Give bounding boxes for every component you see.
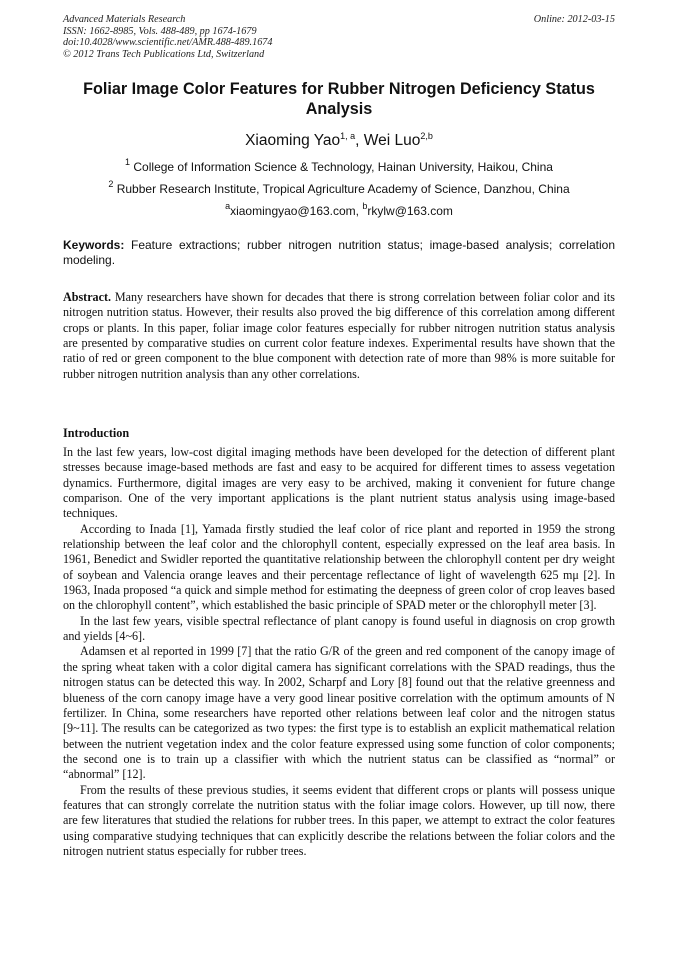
email-line	[63, 201, 615, 218]
issn-line: ISSN: 1662-8985, Vols. 488-489, pp 1674-1679	[63, 25, 257, 37]
keywords-block	[63, 238, 615, 268]
author-line	[63, 132, 615, 150]
author-separator: ,	[355, 132, 364, 149]
abstract-text: Many researchers have shown for decades that there is strong correlation between foliar color and its nitrogen nutrition status. However, their results also proved the big difference of this correlation among different crops or plants. In this paper, foliar image color features especially for rubber nitrogen nutrition status analysis are presented by comparative studies on current color feature indexes. Experimental results have shown that the ratio of red or green component to the blue component with detection rate of more than 98% is more suitable for rubber nitrogen nutrition analysis than any other correlations.	[63, 290, 615, 381]
keywords-text: Feature extractions; rubber nitrogen nutrition status; image-based analysis; correlation modeling.	[63, 238, 615, 267]
email-address: rkylw@163.com	[367, 204, 453, 218]
email-separator: ,	[355, 204, 363, 218]
affiliation-text: College of Information Science & Technology, Hainan University, Haikou, China	[133, 160, 553, 174]
author-name: Xiaoming Yao	[245, 132, 341, 149]
keywords-label: Keywords:	[63, 238, 125, 252]
affiliation-number: 1	[125, 157, 131, 167]
author-name: Wei Luo	[363, 132, 421, 149]
affiliation-2	[63, 179, 615, 196]
doi-line: doi:10.4028/www.scientific.net/AMR.488-489.1674	[63, 37, 273, 49]
affiliation-1	[63, 157, 615, 174]
paragraph: In the last few years, visible spectral reflectance of plant canopy is found useful in diagnosis on crop growth and yields [4~6].	[63, 613, 615, 644]
copyright-line: © 2012 Trans Tech Publications Ltd, Switzerland	[63, 48, 265, 60]
paragraph: According to Inada [1], Yamada firstly studied the leaf color of rice plant and reported in 1959 the strong relationship between the leaf color and the chlorophyll content, especially expressed on the leaf area basis. In 1961, Benedict and Swidler reported the quantitative relationship between the chlorophyll content per dry weight of soybean and Valencia orange leaves and their percentage reflectance of light of wavelength 625 mμ [2]. In 1963, Inada proposed “a quick and simple method for estimating the deepness of green color of crop leaves based on the chlorophyll content”, which established the basic principle of SPAD meter or the chlorophyll meter [3].	[63, 521, 615, 613]
affiliation-text: Rubber Research Institute, Tropical Agriculture Academy of Science, Danzhou, China	[116, 182, 570, 196]
journal-name: Advanced Materials Research	[63, 14, 186, 25]
author-superscript: 1, a	[340, 131, 356, 141]
section-heading: Introduction	[63, 426, 130, 440]
paragraph: From the results of these previous studies, it seems evident that different crops or plants will possess unique features that can strongly correlate the nutrition status with the foliar image colors. However, up till now, there are few literatures that studied the relations for rubber trees. In this paper, we attempt to extract the color features using comparative studying techniques that can explicitly describe the relations between the foliar colors and the nitrogen nutrient status especially for rubber trees.	[63, 782, 615, 858]
email-superscript: a	[225, 201, 231, 211]
author-superscript: 2,b	[420, 131, 433, 141]
paper-title: Foliar Image Color Features for Rubber Nitrogen Deficiency Status Analysis	[83, 80, 595, 118]
paragraph: In the last few years, low-cost digital imaging methods have been developed for the detection of different plant stresses because image-based methods are fast and easy to be acquired for different times to assess vegetation dynamics. Furthermore, digital images are very easy to be archived, making it convenient for future change comparison. One of the very important applications is the plant nutrient status analysis using image-based techniques.	[63, 445, 615, 521]
affiliation-number: 2	[108, 179, 114, 189]
abstract-label: Abstract.	[63, 290, 112, 304]
online-date: Online: 2012-03-15	[533, 14, 615, 25]
email-address: xiaomingyao@163.com	[230, 204, 356, 218]
paragraph: Adamsen et al reported in 1999 [7] that the ratio G/R of the green and red component of the canopy image of the spring wheat taken with a color digital camera has significant correlations with the SPAD readings, thus the nitrogen status can be detected this way. In 2002, Scharpf and Lory [8] found out that the relative greenness and blueness of the corn canopy image have a very good linear positive correlation with the optimum amounts of N fertilizer. In China, some researchers have reported other relations between leaf color and the nitrogen status [9~11]. The results can be categorized as two types: the first type is to establish an explicit mathematical relation between the nutrient vegetation index and the color feature expressed using some function of color components; the second one is to train up a classifier with which the nutrient status can be classified as “normal” or “abnormal” [12].	[63, 644, 615, 782]
publication-header	[63, 14, 615, 60]
email-superscript: b	[362, 201, 368, 211]
abstract-block	[63, 290, 615, 382]
introduction-body	[63, 445, 615, 859]
